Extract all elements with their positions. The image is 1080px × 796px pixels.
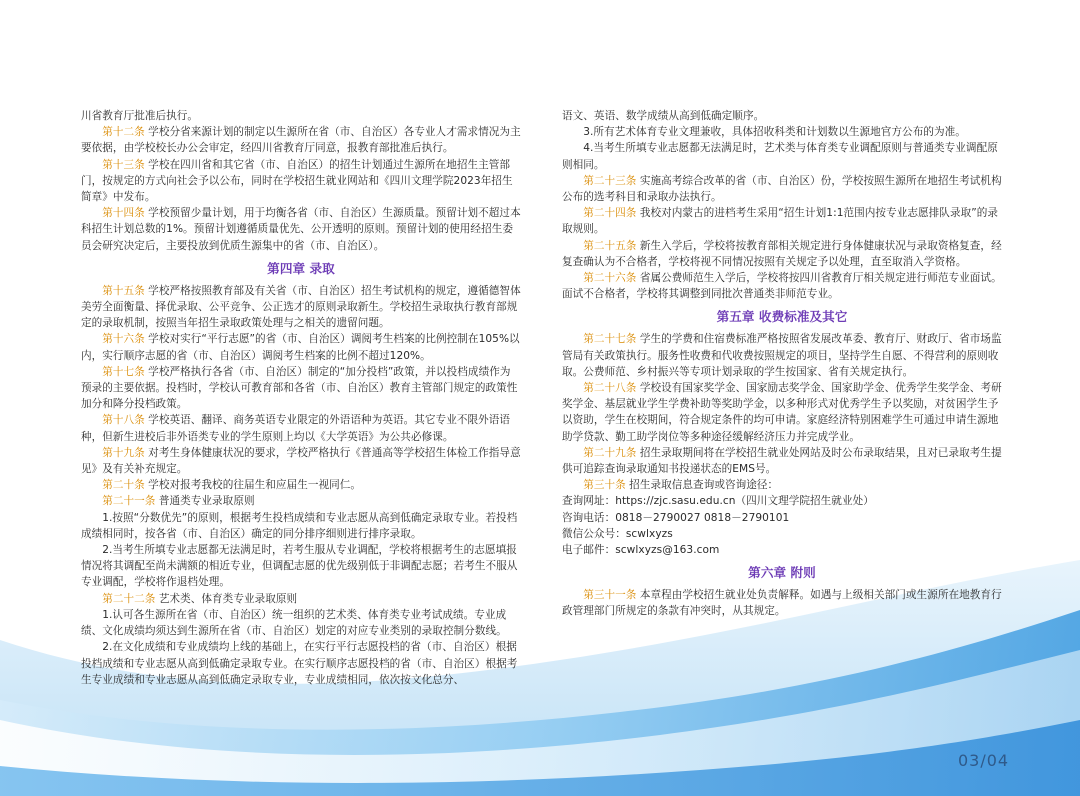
contact-line: 微信公众号：scwlxyzs [562, 527, 673, 540]
article-text: 招生录取信息查询或咨询途径： [625, 479, 779, 492]
article-label: 第十二条 [102, 126, 145, 139]
article-text: 本章程由学校招生就业处负责解释。如遇与上级相关部门或生源所在地教育行政管理部门所规定的条款有冲突时，从其规定。 [562, 589, 1002, 618]
article-paragraph [562, 477, 1002, 493]
article-label: 第二十九条 [583, 446, 637, 459]
article-text: 对考生身体健康状况的要求，学校严格执行《普通高等学校招生体检工作指导意见》及有关补充规定。 [81, 446, 521, 476]
article-text: 学校对实行“平行志愿”的省（市、自治区）调阅考生档案的比例控制在105%以内，实行顺序志愿的省（市、自治区）调阅考生档案的比例不超过120%。 [81, 333, 520, 362]
page-number: 03/04 [958, 751, 1010, 770]
contact-line: 电子邮件：scwlxyzs@163.com [562, 544, 720, 557]
article-text: 学校预留少量计划，用于均衡各省（市、自治区）生源质量。预留计划不超过本科招生计划总数的1%。预留计划遵循质量优先、公开透明的原则。预留计划的使用经招生委员会研究决定后，主要投放到优质生源集中的省（市、自治区）。 [81, 207, 521, 252]
article-text: 实施高考综合改革的省（市、自治区）份，学校按照生源所在地招生考试机构公布的选考科目和录取办法执行。 [562, 174, 1002, 204]
right-column [562, 108, 1002, 620]
article-label: 第十八条 [102, 414, 145, 427]
body-paragraph: 2.当考生所填专业志愿都无法满足时，若考生服从专业调配，学校将根据考生的志愿填报情况将其调配至尚未满额的相近专业，但调配志愿的优先级别低于非调配志愿；若考生不服从专业调配，学校将作退档处理。 [81, 544, 518, 589]
body-paragraph: 3.所有艺术体育专业文理兼收，具体招收科类和计划数以生源地官方公布的为准。 [583, 126, 966, 139]
article-paragraph [81, 283, 521, 332]
article-text: 学校对报考我校的往届生和应届生一视同仁。 [144, 479, 362, 492]
article-label: 第十四条 [102, 207, 145, 220]
article-label: 第二十四条 [583, 207, 637, 220]
article-label: 第二十八条 [583, 382, 637, 395]
article-label: 第二十一条 [102, 495, 156, 508]
article-label: 第二十七条 [583, 333, 637, 346]
article-text: 普通类专业录取原则 [155, 495, 255, 508]
article-text: 学校在四川省和其它省（市、自治区）的招生计划通过生源所在地招生主管部门，按规定的方式向社会予以公布，同时在学校招生就业网站和《四川文理学院2023年招生简章》中发布。 [81, 158, 513, 204]
article-paragraph [562, 380, 1002, 445]
article-text: 学校设有国家奖学金、国家励志奖学金、国家助学金、优秀学生奖学金、考研奖学金、基层就业学生学费补助等奖助学金，以多种形式对优秀学生予以奖励，对贫困学生予以资助，学生在校期间，符合规定条件的均可申请。家庭经济特别困难学生可通过申请生源地助学贷款、勤工助学岗位等多种途径缓解经济压力并完成学业。 [562, 382, 1002, 443]
article-label: 第二十条 [102, 479, 145, 492]
article-label: 第十六条 [102, 333, 145, 346]
article-text: 招生录取期间将在学校招生就业处网站及时公布录取结果，且对已录取考生提供可追踪查询录取通知书投递状态的EMS号。 [562, 446, 1002, 476]
article-label: 第二十三条 [583, 174, 637, 187]
body-paragraph: 1.按照“分数优先”的原则，根据考生投档成绩和专业志愿从高到低确定录取专业。若投档成绩相同时，按各省（市、自治区）确定的同分排序细则进行排序录取。 [81, 511, 518, 540]
article-label: 第十五条 [102, 284, 145, 297]
article-paragraph [81, 157, 521, 206]
article-label: 第十七条 [102, 365, 145, 378]
article-label: 第三十条 [583, 479, 626, 492]
chapter-title: 第六章 附则 [748, 565, 816, 581]
article-paragraph [81, 493, 521, 509]
article-text: 学校英语、翻译、商务英语专业限定的外语语种为英语。其它专业不限外语语种，但新生进校后非外语类专业的学生原则上均以《大学英语》为公共必修课。 [81, 414, 511, 443]
article-paragraph [81, 477, 521, 493]
article-text: 省属公费师范生入学后，学校将按四川省教育厅相关规定进行师范专业面试。面试不合格者，学校将其调整到同批次普通类非师范专业。 [562, 272, 1002, 301]
article-paragraph [562, 331, 1002, 380]
body-paragraph: 2.在文化成绩和专业成绩均上线的基础上，在实行平行志愿投档的省（市、自治区）根据投档成绩和专业志愿从高到低确定录取专业。在实行顺序志愿投档的省（市、自治区）根据考生专业成绩和专业志愿从高到低确定录取专业，专业成绩相同，依次按文化总分、 [81, 641, 518, 686]
article-paragraph [562, 205, 1002, 237]
article-paragraph [81, 412, 521, 444]
article-paragraph [81, 205, 521, 254]
body-paragraph: 4.当考生所填专业志愿都无法满足时，艺术类与体育类专业调配原则与普通类专业调配原则相同。 [562, 142, 998, 171]
contact-line: 查询网址：https://zjc.sasu.edu.cn（四川文理学院招生就业处） [562, 495, 874, 508]
article-label: 第三十一条 [583, 589, 637, 602]
article-paragraph [81, 364, 521, 413]
article-paragraph [562, 173, 1002, 205]
article-paragraph [562, 587, 1002, 619]
article-label: 第二十六条 [583, 272, 637, 285]
article-label: 第十九条 [102, 446, 145, 459]
left-column [81, 108, 521, 688]
body-paragraph: 1.认可各生源所在省（市、自治区）统一组织的艺术类、体育类专业考试成绩。专业成绩、文化成绩均须达到生源所在省（市、自治区）划定的对应专业类别的录取控制分数线。 [81, 608, 507, 638]
chapter-title: 第四章 录取 [267, 260, 335, 276]
article-text: 新生入学后，学校将按教育部相关规定进行身体健康状况与录取资格复查，经复查确认为不合格者，学校将视不同情况按照有关规定予以处理，直至取消入学资格。 [562, 239, 1002, 268]
article-paragraph [81, 124, 521, 156]
article-paragraph [562, 238, 1002, 270]
article-text: 我校对内蒙古的进档考生采用“招生计划1:1范围内按专业志愿排队录取”的录取规则。 [562, 207, 999, 236]
article-text: 艺术类、体育类专业录取原则 [155, 592, 298, 605]
article-label: 第十三条 [102, 158, 145, 171]
article-text: 学校分省来源计划的制定以生源所在省（市、自治区）各专业人才需求情况为主要依据，由学校校长办公会审定，经四川省教育厅同意，报教育部批准后执行。 [81, 126, 521, 155]
article-text: 学校严格按照教育部及有关省（市、自治区）招生考试机构的规定，遵循德智体美劳全面衡量、择优录取、公平竞争、公正选才的原则录取新生。学校招生录取执行教育部规定的录取机制，按照当年招生录取政策处理与之相关的遗留问题。 [81, 284, 521, 330]
chapter-title: 第五章 收费标准及其它 [716, 309, 848, 325]
article-text: 学生的学费和住宿费标准严格按照省发展改革委、教育厅、财政厅、省市场监管局有关政策执行。服务性收费和代收费按照规定的项目，坚持学生自愿、不得营利的原则收取。公费师范、乡村振兴等专项计划录取的学生按国家、省有关规定执行。 [562, 333, 1002, 378]
body-paragraph: 语文、英语、数学成绩从高到低确定顺序。 [562, 110, 765, 122]
contact-line: 咨询电话：0818－2790027 0818－2790101 [562, 511, 790, 524]
article-paragraph [81, 331, 521, 363]
article-paragraph [562, 270, 1002, 302]
article-paragraph [81, 445, 521, 477]
article-label: 第二十二条 [102, 592, 156, 605]
article-label: 第二十五条 [583, 239, 637, 252]
article-text: 学校严格执行各省（市、自治区）制定的“加分投档”政策，并以投档成绩作为预录的主要依据。投档时，学校认可教育部和各省（市、自治区）教育主管部门规定的政策性加分和降分投档政策。 [81, 365, 518, 411]
body-paragraph: 川省教育厅批准后执行。 [81, 110, 199, 122]
article-paragraph [562, 445, 1002, 477]
article-paragraph [81, 591, 521, 607]
